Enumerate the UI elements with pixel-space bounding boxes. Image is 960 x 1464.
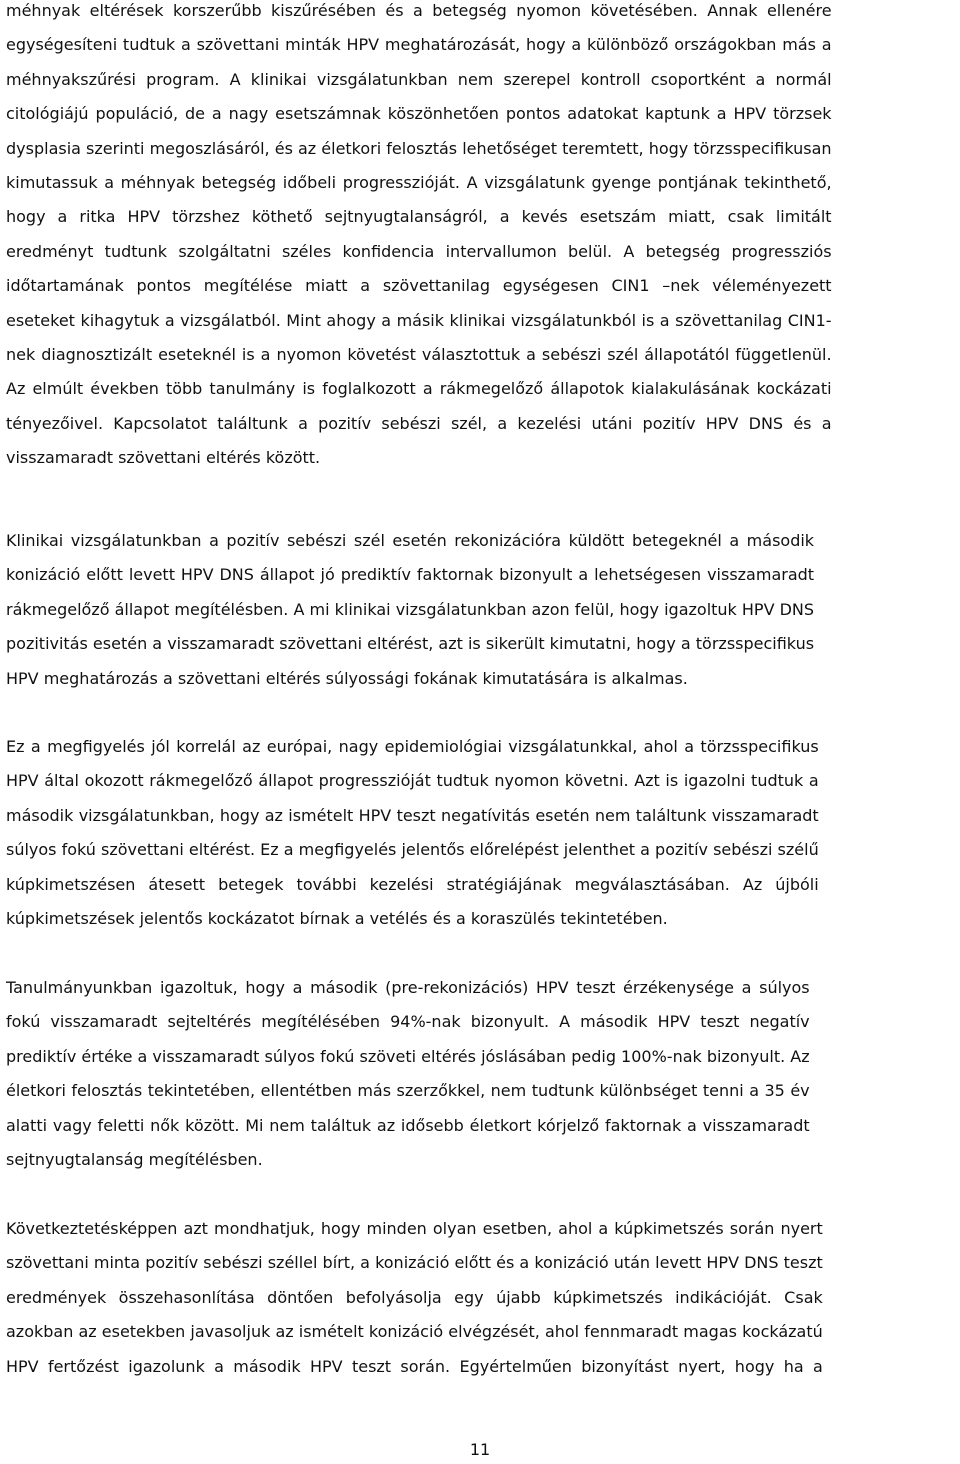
text-line: Ez a megfigyelés jól korrelál az európai, nagy epidemiológiai vizsgálatunkkal, ahol a törzsspecifikus <box>6 737 819 756</box>
text-line: tényezőivel. Kapcsolatot találtunk a pozitív sebészi szél, a kezelési utáni pozitív HPV DNS és a <box>6 413 832 433</box>
text-line: fokú visszamaradt sejteltérés megítélésében 94%-nak bizonyult. A második HPV teszt negatív <box>6 1012 810 1032</box>
text-line: időtartamának pontos megítélése miatt a szövettanilag egységesen CIN1 –nek véleményezett <box>6 276 832 296</box>
text-line: kúpkimetszések jelentős kockázatot bírnak a vetélés és a koraszülés tekintetében. <box>6 909 668 929</box>
text-line: Az elmúlt években több tanulmány is foglalkozott a rákmegelőző állapotok kialakulásának kockázati <box>6 379 832 399</box>
text-line: kúpkimetszésen átesett betegek további kezelési stratégiájának megválasztásában. Az újbóli <box>6 874 819 894</box>
text-line: Következtetésképpen azt mondhatjuk, hogy minden olyan esetben, ahol a kúpkimetszés során nyert <box>6 1219 823 1238</box>
text-line: dysplasia szerinti megoszlásáról, és az életkori felosztás lehetőséget teremtett, hogy törzsspecifikusan <box>6 138 832 158</box>
text-line: eredmények összehasonlítása döntően befolyásolja egy újabb kúpkimetszés indikációját. Csak <box>6 1287 823 1307</box>
text-line: második vizsgálatunkban, hogy az ismételt HPV teszt negatívitás esetén nem találtunk visszamaradt <box>6 805 819 825</box>
text-line: alatti vagy feletti nők között. Mi nem találtuk az idősebb életkort kórjelző faktornak a visszamaradt <box>6 1115 810 1135</box>
text-line: méhnyak eltérések korszerűbb kiszűrésében és a betegség nyomon követésében. Annak ellenére <box>6 1 832 20</box>
text-line: méhnyakszűrési program. A klinikai vizsgálatunkban nem szerepel kontroll csoportként a normál <box>6 69 832 89</box>
text-line: életkori felosztás tekintetében, ellentétben más szerzőkkel, nem tudtunk különbséget tenni a 35 év <box>6 1081 810 1101</box>
text-line: HPV fertőzést igazolunk a második HPV teszt során. Egyértelműen bizonyítást nyert, hogy ha a <box>6 1356 823 1376</box>
paragraph-1 <box>6 0 832 476</box>
text-line: Tanulmányunkban igazoltuk, hogy a második (pre-rekonizációs) HPV teszt érzékenysége a súlyos <box>6 978 810 997</box>
text-line: eredményt tudtunk szolgáltatni széles konfidencia intervallumon belül. A betegség progressziós <box>6 241 832 261</box>
text-line: sejtnyugtalanság megítélésben. <box>6 1150 263 1170</box>
text-line: visszamaradt szövettani eltérés között. <box>6 448 321 468</box>
text-line: Klinikai vizsgálatunkban a pozitív sebészi szél esetén rekonizációra küldött betegeknél a második <box>6 531 815 550</box>
text-line: konizáció előtt levett HPV DNS állapot jó prediktív faktornak bizonyult a lehetségesen visszamaradt <box>6 565 815 585</box>
text-line: súlyos fokú szövettani eltérést. Ez a megfigyelés jelentős előrelépést jelenthet a pozitív sebészi szélű <box>6 840 819 860</box>
text-line: szövettani minta pozitív sebészi széllel bírt, a konizáció előtt és a konizáció után levett HPV DNS teszt <box>6 1253 823 1273</box>
paragraph-3 <box>6 730 819 936</box>
text-line: pozitivitás esetén a visszamaradt szövettani eltérést, azt is sikerült kimutatni, hogy a törzsspecifikus <box>6 634 815 654</box>
text-line: nek diagnosztizált eseteknél is a nyomon követést választottuk a sebészi szél állapotától függetlenül. <box>6 345 832 365</box>
paragraph-5 <box>6 1212 823 1384</box>
paragraph-4 <box>6 971 810 1177</box>
text-line: citológiájú populáció, de a nagy esetszámnak köszönhetően pontos adatokat kaptunk a HPV törzsek <box>6 104 832 124</box>
text-line: kimutassuk a méhnyak betegség időbeli progresszióját. A vizsgálatunk gyenge pontjának tekinthető, <box>6 173 832 193</box>
page-number: 11 <box>469 1440 491 1459</box>
paragraph-2 <box>6 524 814 696</box>
text-line: egységesíteni tudtuk a szövettani minták HPV meghatározását, hogy a különböző országokban más a <box>6 35 832 55</box>
text-line: HPV által okozott rákmegelőző állapot progresszióját tudtuk nyomon követni. Azt is igazolni tudtuk a <box>6 771 819 791</box>
text-line: hogy a ritka HPV törzshez köthető sejtnyugtalanságról, a kevés esetszám miatt, csak limitált <box>6 207 832 227</box>
text-line: prediktív értéke a visszamaradt súlyos fokú szöveti eltérés jóslásában pedig 100%-nak bizonyult. Az <box>6 1046 810 1066</box>
text-line: azokban az esetekben javasoljuk az ismételt konizáció elvégzését, ahol fennmaradt magas kockázatú <box>6 1322 823 1342</box>
text-line: rákmegelőző állapot megítélésben. A mi klinikai vizsgálatunkban azon felül, hogy igazoltuk HPV DNS <box>6 599 815 619</box>
text-line: eseteket kihagytuk a vizsgálatból. Mint ahogy a másik klinikai vizsgálatunkból is a szövettanilag CIN1- <box>6 310 832 330</box>
text-line: HPV meghatározás a szövettani eltérés súlyossági fokának kimutatására is alkalmas. <box>6 668 688 688</box>
